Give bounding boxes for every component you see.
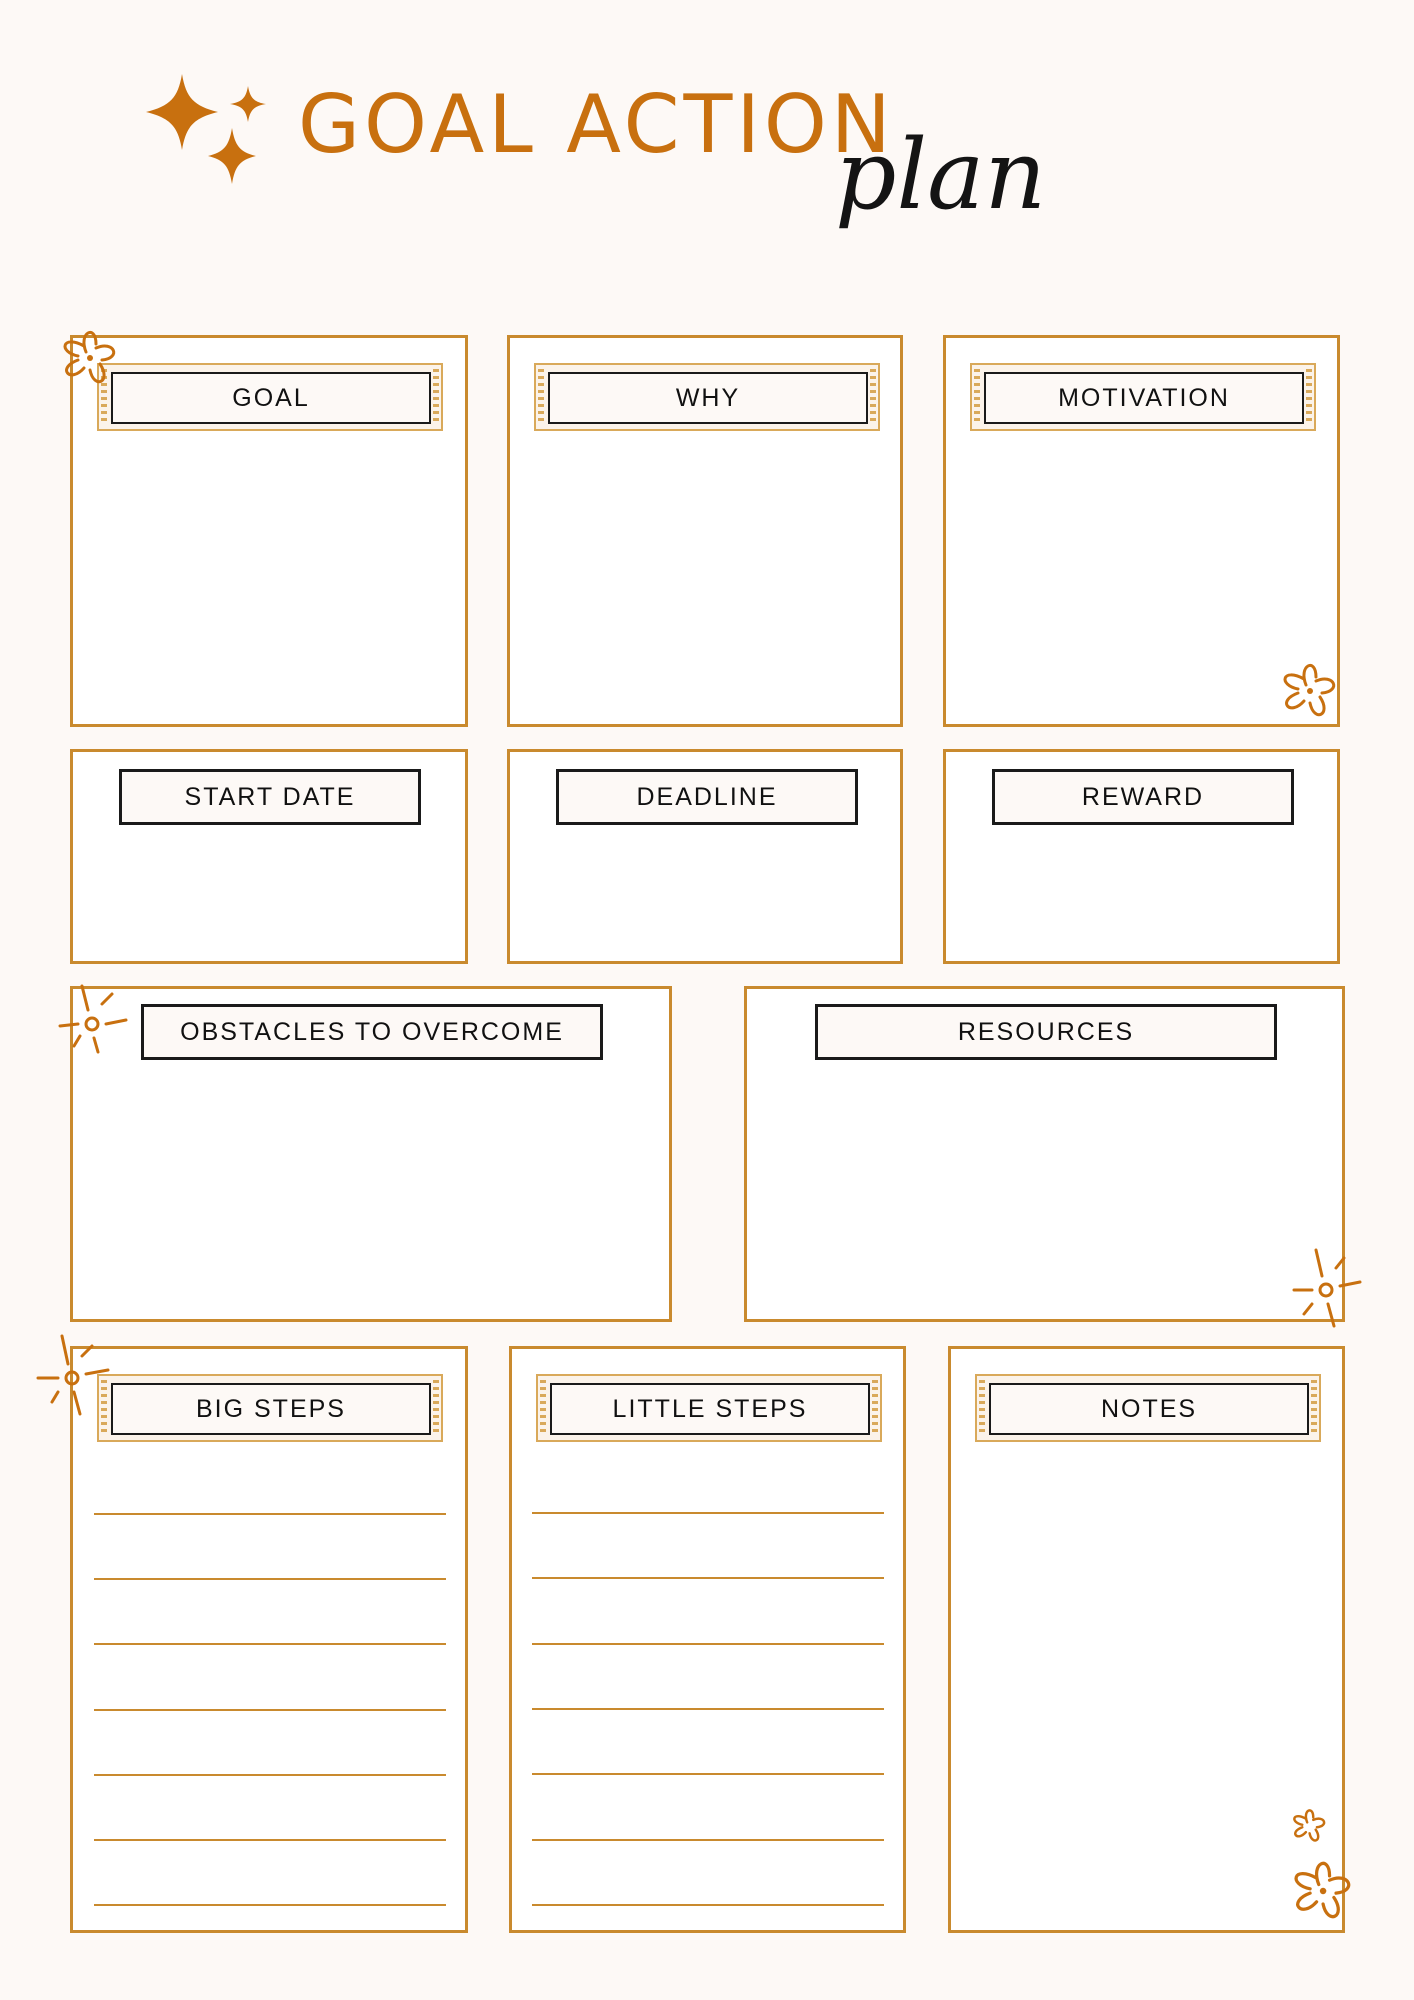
writing-line [94,1839,446,1841]
writing-line [532,1577,884,1579]
sparkles-icon [140,72,270,184]
writing-line [532,1708,884,1710]
why-label: WHY [548,372,868,424]
big-steps-box[interactable] [70,1346,468,1933]
flower-icon [52,322,126,394]
sun-doodle-icon [1290,1246,1370,1332]
writing-line [94,1904,446,1906]
start-date-box[interactable] [70,749,468,964]
sun-doodle-icon [52,980,132,1060]
deadline-box[interactable] [507,749,903,964]
page-title-script: plan [835,119,1047,231]
notes-label: NOTES [989,1383,1309,1435]
resources-label: RESOURCES [815,1004,1277,1060]
obstacles-label: OBSTACLES TO OVERCOME [141,1004,603,1060]
writing-line [532,1773,884,1775]
flower-icon [1282,1852,1362,1930]
motivation-label: MOTIVATION [984,372,1304,424]
deadline-label: DEADLINE [556,769,858,825]
flower-icon [1286,1804,1332,1848]
start-date-label: START DATE [119,769,421,825]
reward-label: REWARD [992,769,1294,825]
writing-line [532,1643,884,1645]
flower-icon [1272,655,1346,727]
sun-doodle-icon [34,1330,114,1420]
writing-line [94,1643,446,1645]
little-steps-box[interactable] [509,1346,906,1933]
big-steps-label: BIG STEPS [111,1383,431,1435]
goal-label: GOAL [111,372,431,424]
writing-line [94,1513,446,1515]
obstacles-box[interactable] [70,986,672,1322]
why-box[interactable] [507,335,903,727]
writing-line [94,1578,446,1580]
little-steps-label: LITTLE STEPS [550,1383,870,1435]
reward-box[interactable] [943,749,1340,964]
goal-box[interactable] [70,335,468,727]
writing-line [94,1709,446,1711]
writing-line [532,1512,884,1514]
writing-line [532,1839,884,1841]
writing-line [532,1904,884,1906]
page-title: GOAL ACTION [298,78,895,171]
resources-box[interactable] [744,986,1345,1322]
writing-line [94,1774,446,1776]
